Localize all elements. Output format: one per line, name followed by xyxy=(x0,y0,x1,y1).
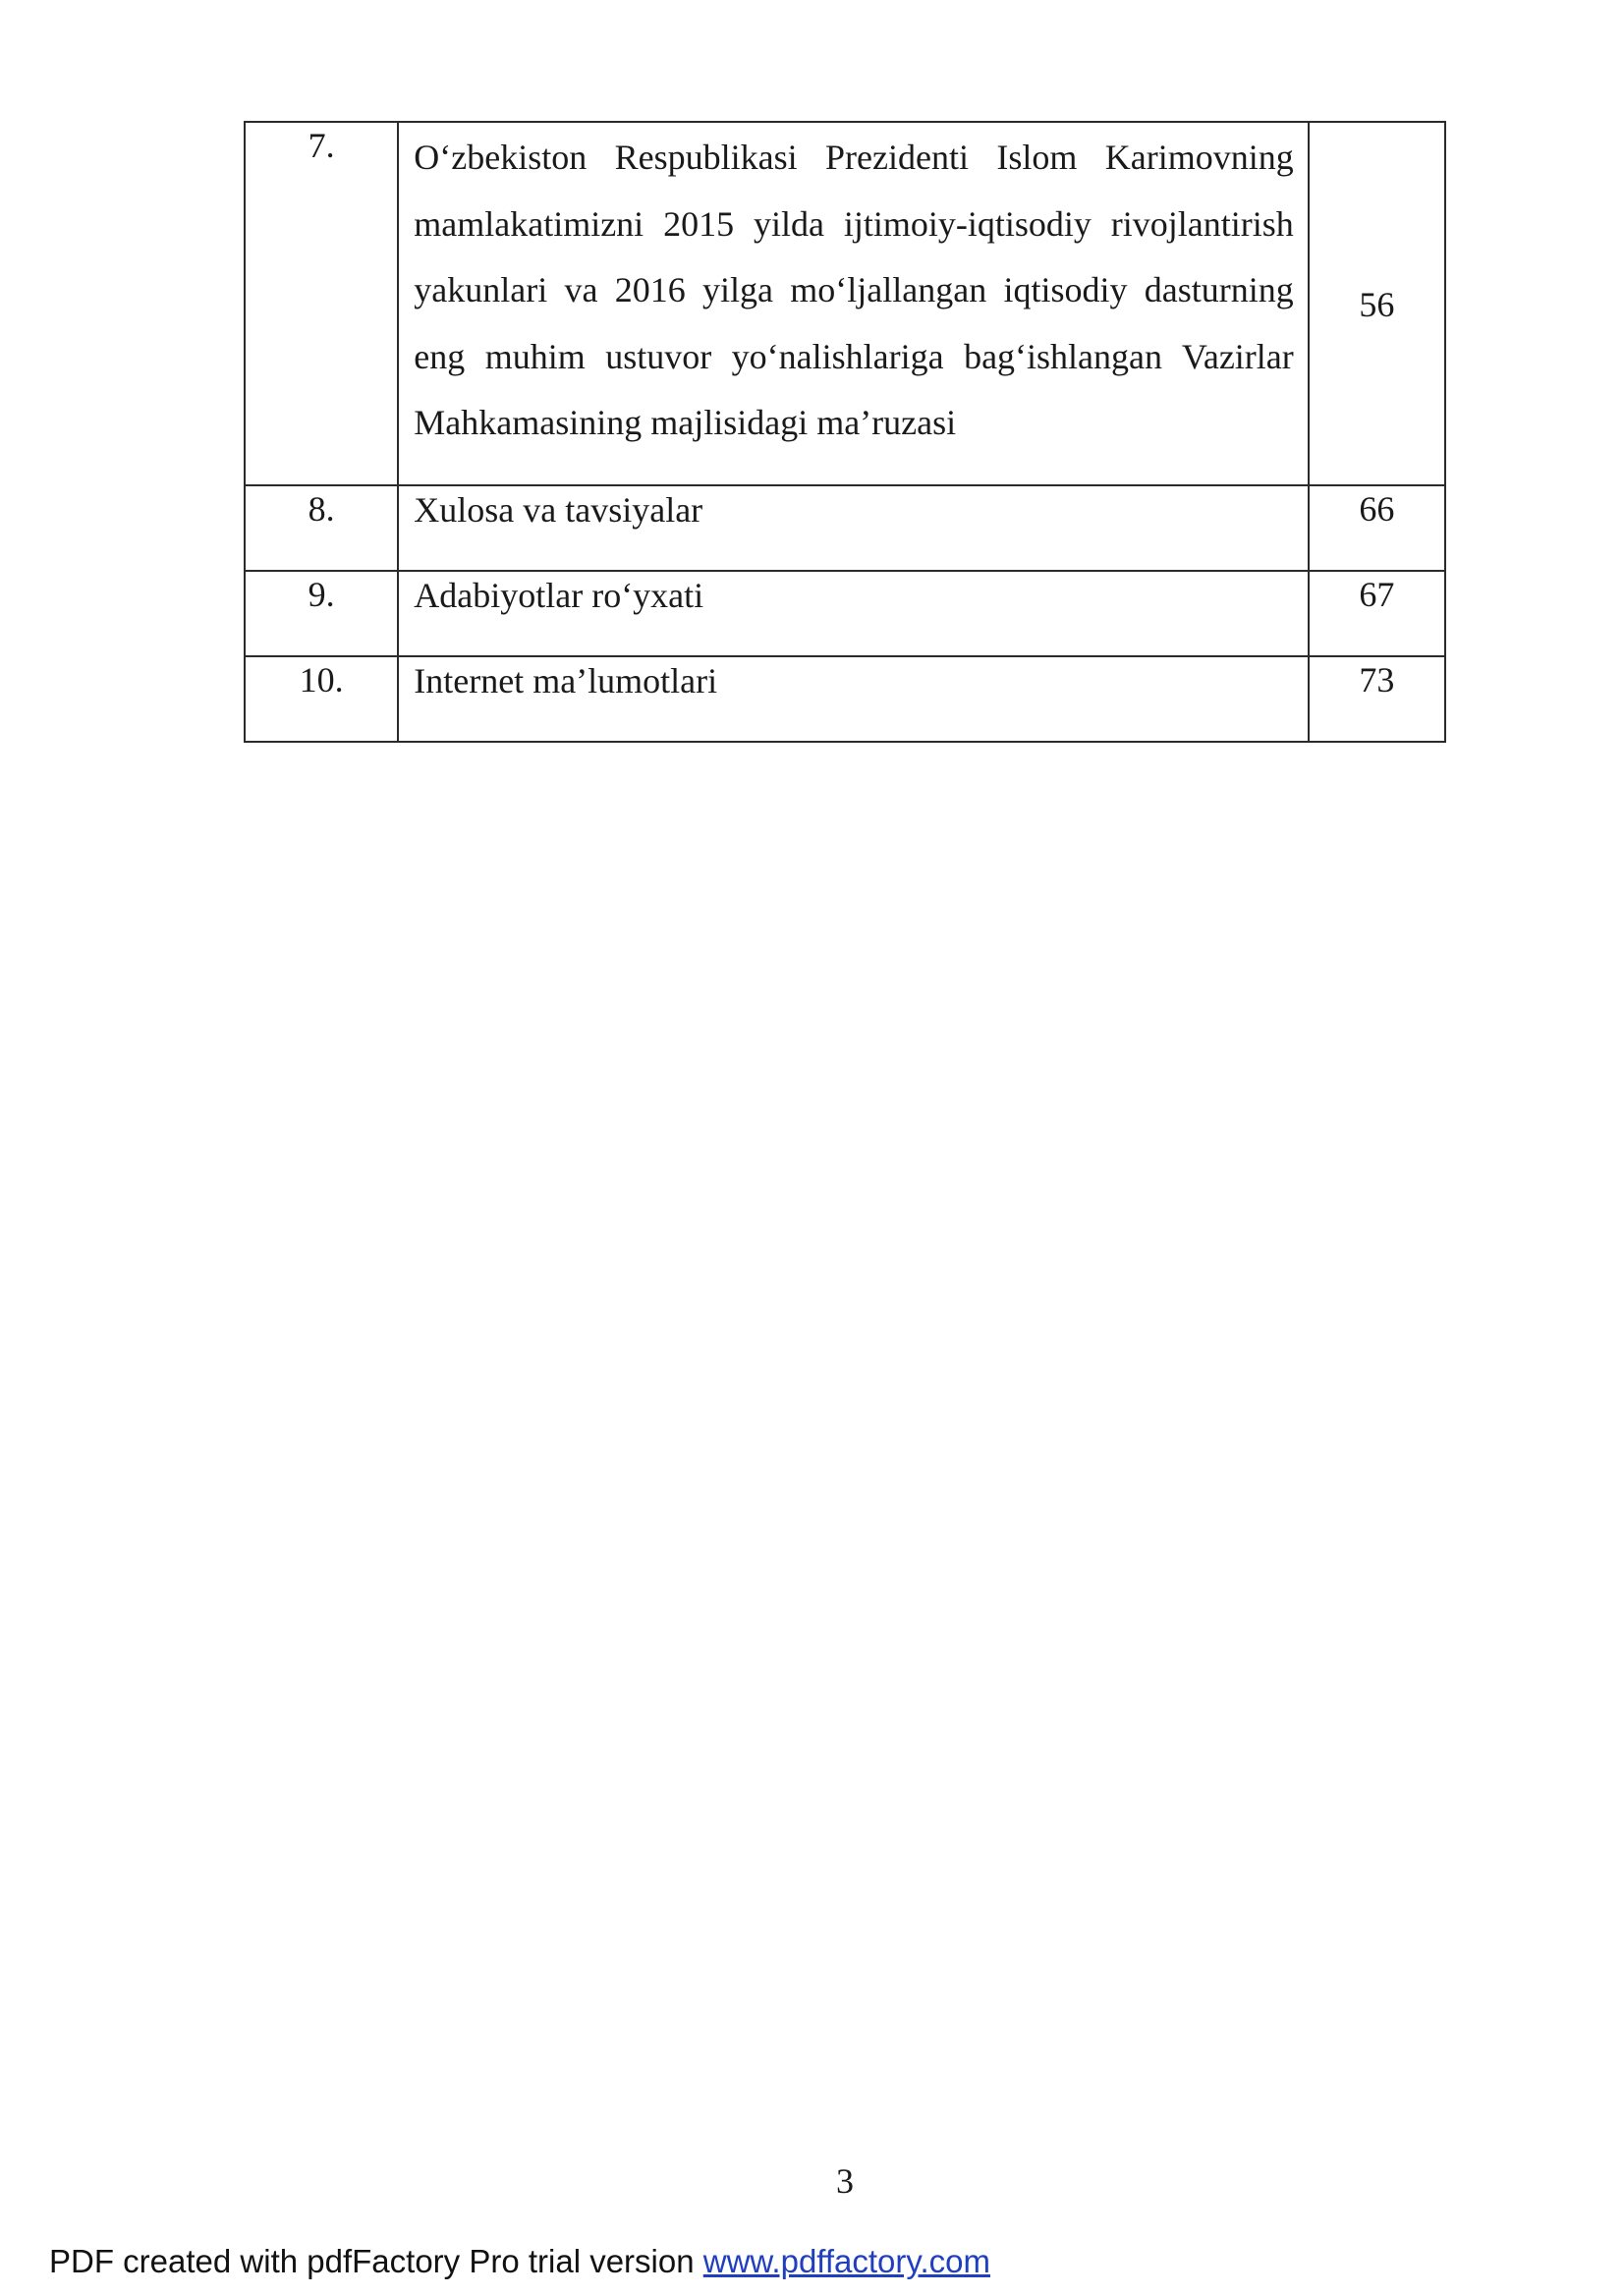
row-page: 66 xyxy=(1309,485,1445,571)
row-title: Xulosa va tavsiyalar xyxy=(398,485,1309,571)
table-row xyxy=(245,571,1445,656)
row-number: 10. xyxy=(245,656,398,742)
row-page: 56 xyxy=(1309,122,1445,485)
footer-text: PDF created with pdfFactory Pro trial version xyxy=(49,2243,703,2279)
row-number: 8. xyxy=(245,485,398,571)
table-of-contents xyxy=(244,121,1446,743)
table-row xyxy=(245,656,1445,742)
footer-link[interactable]: www.pdffactory.com xyxy=(702,2243,990,2279)
row-number: 9. xyxy=(245,571,398,656)
row-title: O‘zbekiston Respublikasi Prezidenti Islom Karimovning mamlakatimizni 2015 yilda ijtimoiy-iqtisodiy rivojlantirish yakunlari va 2016 yilga mo‘ljallangan iqtisodiy dasturning eng muhim ustuvor yo‘nalishlariga bag‘ishlangan Vazirlar Mahkamasining majlisidagi ma’ruzasi xyxy=(398,122,1309,485)
row-number: 7. xyxy=(245,122,398,485)
pdf-footer xyxy=(49,2243,990,2280)
table-row xyxy=(245,485,1445,571)
row-title: Adabiyotlar ro‘yxati xyxy=(398,571,1309,656)
row-page: 67 xyxy=(1309,571,1445,656)
page-number: 3 xyxy=(836,2161,854,2201)
row-title: Internet ma’lumotlari xyxy=(398,656,1309,742)
row-page: 73 xyxy=(1309,656,1445,742)
table-row xyxy=(245,122,1445,485)
